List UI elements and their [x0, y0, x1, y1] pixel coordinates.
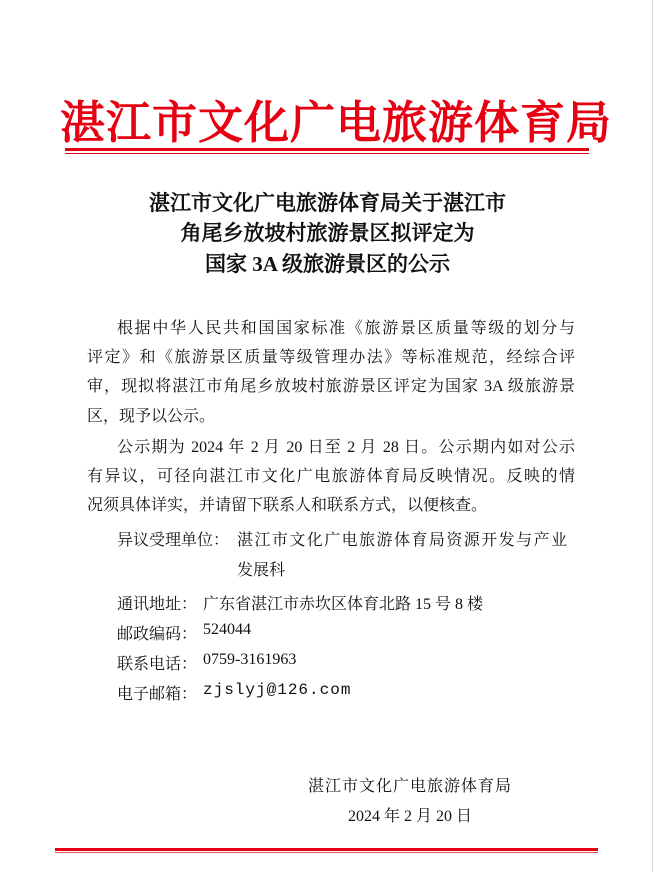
- paragraph-1-line: 评定》和《旅游景区质量等级管理办法》等标准规范，经综合评: [87, 349, 575, 366]
- address-label: 通讯地址：: [117, 596, 198, 613]
- paragraph-2-line: 况须具体详实，并请留下联系人和联系方式，以便核查。: [87, 497, 488, 514]
- document-title-line-2: 角尾乡放坡村旅游景区拟评定为: [180, 221, 475, 245]
- masthead-rule-thick: [65, 148, 589, 151]
- footer-rule-thin: [55, 852, 598, 853]
- phone-value: 0759-3161963: [203, 651, 297, 668]
- masthead-rule-thin: [65, 153, 589, 154]
- paragraph-1-line: 区，现予以公示。: [87, 408, 216, 425]
- document-title-line-1: 湛江市文化广电旅游体育局关于湛江市: [149, 191, 506, 215]
- document-title-line-3: 国家 3A 级旅游景区的公示: [204, 252, 450, 276]
- page-edge: [652, 0, 653, 872]
- postcode-value: 524044: [203, 621, 251, 638]
- signature-org: 湛江市文化广电旅游体育局: [307, 778, 512, 795]
- paragraph-2-line: 公示期为 2024 年 2 月 20 日至 2 月 28 日。公示期内如对公示: [117, 439, 575, 456]
- signature-date: 2024 年 2 月 20 日: [347, 808, 472, 825]
- objection-unit-label: 异议受理单位：: [117, 532, 230, 549]
- footer-rule: [55, 848, 598, 851]
- masthead-title: 湛江市文化广电旅游体育局: [60, 98, 613, 148]
- paragraph-2-line: 有异议，可径向湛江市文化广电旅游体育局反映情况。反映的情: [87, 468, 575, 485]
- phone-label: 联系电话：: [117, 656, 198, 673]
- address-value: 广东省湛江市赤坎区体育北路 15 号 8 楼: [203, 596, 484, 613]
- paragraph-1-line: 审，现拟将湛江市角尾乡放坡村旅游景区评定为国家 3A 级旅游景: [87, 378, 575, 395]
- paragraph-1-line: 根据中华人民共和国国家标准《旅游景区质量等级的划分与: [117, 320, 575, 337]
- objection-unit-value: 湛江市文化广电旅游体育局资源开发与产业: [237, 532, 567, 549]
- postcode-label: 邮政编码：: [117, 626, 198, 643]
- email-label: 电子邮箱：: [117, 686, 198, 703]
- objection-unit-value-cont: 发展科: [237, 562, 286, 579]
- email-value: zjslyj@126.com: [203, 681, 352, 699]
